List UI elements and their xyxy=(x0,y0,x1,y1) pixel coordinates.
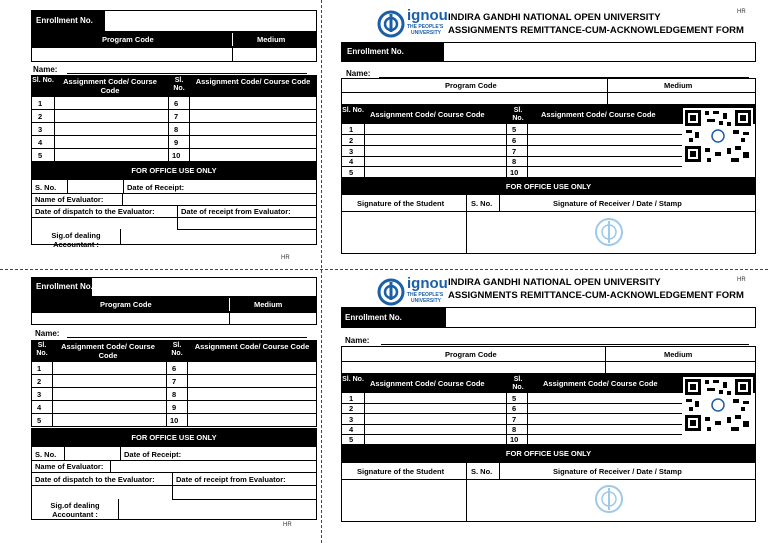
office-use-header xyxy=(31,162,317,179)
sl-no-header: Sl. No. xyxy=(342,107,364,114)
sl-no-header-2: Sl. No. xyxy=(512,376,524,391)
row-num: 2 xyxy=(349,404,354,413)
office-use-body xyxy=(31,179,317,249)
row-num: 7 xyxy=(172,377,177,386)
row-num: 6 xyxy=(172,364,177,373)
hr-mark: HR xyxy=(737,277,746,283)
row-num: 3 xyxy=(349,415,354,424)
evaluator-label: Name of Evaluator: xyxy=(35,195,104,204)
row-num: 7 xyxy=(512,147,517,156)
row-num: 9 xyxy=(172,403,177,412)
row-num: 10 xyxy=(510,435,519,444)
enrollment-row xyxy=(341,42,756,62)
s-no-label: S. No. xyxy=(471,199,493,208)
name-label: Name: xyxy=(346,69,371,78)
enrollment-row xyxy=(31,277,317,297)
row-num: 4 xyxy=(349,157,354,166)
qr-code-icon xyxy=(683,377,753,433)
row-num: 1 xyxy=(37,364,42,373)
stub-form-top xyxy=(31,10,317,264)
office-use-label: FOR OFFICE USE ONLY xyxy=(131,433,217,442)
enrollment-label: Enrollment No. xyxy=(36,282,93,291)
enrollment-label: Enrollment No. xyxy=(347,47,404,56)
form-title: ASSIGNMENTS REMITTANCE-CUM-ACKNOWLEDGEMENT FORM xyxy=(448,290,744,301)
s-no-label: S. No. xyxy=(471,467,493,476)
row-num: 1 xyxy=(349,125,354,134)
office-use-label: FOR OFFICE USE ONLY xyxy=(505,182,592,191)
enrollment-label: Enrollment No. xyxy=(36,16,93,25)
signature-student-label: Signature of the Student xyxy=(357,467,445,476)
stub-form-bottom xyxy=(31,277,317,531)
ignou-logo-icon xyxy=(376,10,406,38)
assignment-header-2: Assignment Code/ Course Code xyxy=(541,110,656,119)
office-use-header xyxy=(341,445,756,462)
name-label: Name: xyxy=(35,329,60,338)
office-use-label: FOR OFFICE USE ONLY xyxy=(505,449,592,458)
row-num: 10 xyxy=(170,416,179,425)
s-no-label: S. No. xyxy=(35,450,57,459)
sl-no-header: Sl. No. xyxy=(32,77,54,84)
office-use-body xyxy=(31,446,317,520)
assignment-header: Assignment Code/ Course Code xyxy=(370,379,485,388)
row-num: 3 xyxy=(349,147,354,156)
date-receipt-label: Date of Receipt: xyxy=(124,450,182,459)
sl-no-header-2: Sl. No. xyxy=(173,77,185,92)
row-num: 6 xyxy=(512,136,517,145)
vertical-cut-line xyxy=(321,0,322,543)
office-use-label: FOR OFFICE USE ONLY xyxy=(131,166,217,175)
ignou-watermark-icon xyxy=(594,216,624,248)
hr-mark: HR xyxy=(283,522,292,528)
receipt-from-label: Date of receipt from Evaluator: xyxy=(176,475,286,484)
row-num: 5 xyxy=(38,151,43,160)
signature-receiver-label: Signature of Receiver / Date / Stamp xyxy=(553,467,682,476)
university-name: INDIRA GANDHI NATIONAL OPEN UNIVERSITY xyxy=(448,12,661,23)
program-header xyxy=(31,32,317,47)
program-box xyxy=(341,78,756,105)
dispatch-label: Date of dispatch to the Evaluator: xyxy=(35,475,155,484)
signature-student-label: Signature of the Student xyxy=(357,199,445,208)
date-receipt-label: Date of Receipt: xyxy=(127,183,185,192)
row-num: 2 xyxy=(349,136,354,145)
enrollment-row xyxy=(31,10,317,32)
logo-tagline: THE PEOPLE'S xyxy=(407,24,444,30)
row-num: 10 xyxy=(172,151,181,160)
form-title: ASSIGNMENTS REMITTANCE-CUM-ACKNOWLEDGEMENT FORM xyxy=(448,25,744,36)
medium-label: Medium xyxy=(254,300,283,309)
name-line xyxy=(67,337,307,338)
medium-label: Medium xyxy=(664,350,693,359)
row-num: 8 xyxy=(512,425,517,434)
row-num: 5 xyxy=(512,394,517,403)
logo-word: ignou xyxy=(407,7,448,24)
office-use-header xyxy=(341,178,756,194)
sl-no-header-2: Sl. No. xyxy=(512,107,524,122)
enrollment-label: Enrollment No. xyxy=(345,313,402,322)
office-use-header xyxy=(31,428,317,446)
row-num: 8 xyxy=(172,390,177,399)
name-label: Name: xyxy=(33,65,58,74)
logo-tagline-2: UNIVERSITY xyxy=(411,298,442,304)
assignment-header: Assignment Code/ Course Code xyxy=(63,77,157,95)
row-num: 7 xyxy=(512,415,517,424)
program-code-label: Program Code xyxy=(102,35,154,44)
dispatch-label: Date of dispatch to the Evaluator: xyxy=(35,207,155,216)
horizontal-cut-line xyxy=(0,269,768,270)
row-num: 5 xyxy=(349,435,354,444)
ignou-watermark-icon xyxy=(594,483,624,515)
assignment-header-2: Assignment Code/ Course Code xyxy=(195,77,311,86)
ack-form-bottom xyxy=(341,274,756,524)
row-num: 2 xyxy=(37,377,42,386)
logo-tagline-2: UNIVERSITY xyxy=(411,30,442,36)
row-num: 5 xyxy=(512,125,517,134)
row-num: 4 xyxy=(349,425,354,434)
row-num: 9 xyxy=(174,138,179,147)
course-table-header xyxy=(31,340,317,361)
medium-label: Medium xyxy=(664,81,693,90)
ack-form-top xyxy=(341,6,756,256)
course-table-body xyxy=(31,361,317,427)
hr-mark: HR xyxy=(281,255,290,261)
ignou-logo-icon xyxy=(376,278,406,306)
row-num: 5 xyxy=(37,416,42,425)
program-code-label: Program Code xyxy=(445,81,497,90)
medium-label: Medium xyxy=(257,35,286,44)
sl-no-header: Sl. No. xyxy=(342,376,364,383)
course-table-body xyxy=(31,96,317,162)
row-num: 5 xyxy=(349,168,354,177)
row-num: 4 xyxy=(38,138,43,147)
row-num: 8 xyxy=(512,157,517,166)
program-value-row xyxy=(31,47,317,62)
row-num: 7 xyxy=(174,112,179,121)
sl-no-header: Sl. No. xyxy=(36,342,48,357)
program-value-row xyxy=(31,312,317,325)
row-num: 3 xyxy=(38,125,43,134)
s-no-label: S. No. xyxy=(35,183,57,192)
signature-box xyxy=(341,462,756,522)
assignment-header-2: Assignment Code/ Course Code xyxy=(194,342,310,351)
assignment-header: Assignment Code/ Course Code xyxy=(61,342,155,360)
program-code-label: Program Code xyxy=(445,350,497,359)
assignment-header: Assignment Code/ Course Code xyxy=(370,110,485,119)
logo-word: ignou xyxy=(407,275,448,292)
sl-no-header-2: Sl. No. xyxy=(171,342,183,357)
university-name: INDIRA GANDHI NATIONAL OPEN UNIVERSITY xyxy=(448,277,661,288)
sig-dealing-label: Sig.of dealing Accountant : xyxy=(51,231,101,249)
row-num: 4 xyxy=(37,403,42,412)
signature-receiver-label: Signature of Receiver / Date / Stamp xyxy=(553,199,682,208)
program-box xyxy=(341,346,756,374)
hr-mark: HR xyxy=(737,9,746,15)
qr-code-icon xyxy=(683,108,753,164)
name-line xyxy=(67,73,307,74)
row-num: 8 xyxy=(174,125,179,134)
name-label: Name: xyxy=(345,336,370,345)
row-num: 1 xyxy=(38,99,43,108)
program-code-label: Program Code xyxy=(100,300,152,309)
evaluator-label: Name of Evaluator: xyxy=(35,462,104,471)
name-line xyxy=(381,344,749,345)
receipt-from-label: Date of receipt from Evaluator: xyxy=(181,207,291,216)
row-num: 6 xyxy=(174,99,179,108)
signature-box xyxy=(341,194,756,254)
assignment-header-2: Assignment Code/ Course Code xyxy=(543,379,658,388)
enrollment-row xyxy=(341,307,756,328)
logo-tagline: THE PEOPLE'S xyxy=(407,292,444,298)
row-num: 1 xyxy=(349,394,354,403)
row-num: 10 xyxy=(510,168,519,177)
course-table-header xyxy=(31,75,317,96)
row-num: 3 xyxy=(37,390,42,399)
program-header xyxy=(31,297,317,312)
row-num: 2 xyxy=(38,112,43,121)
sig-dealing-label: Sig.of dealing Accountant : xyxy=(50,501,100,519)
row-num: 6 xyxy=(512,404,517,413)
